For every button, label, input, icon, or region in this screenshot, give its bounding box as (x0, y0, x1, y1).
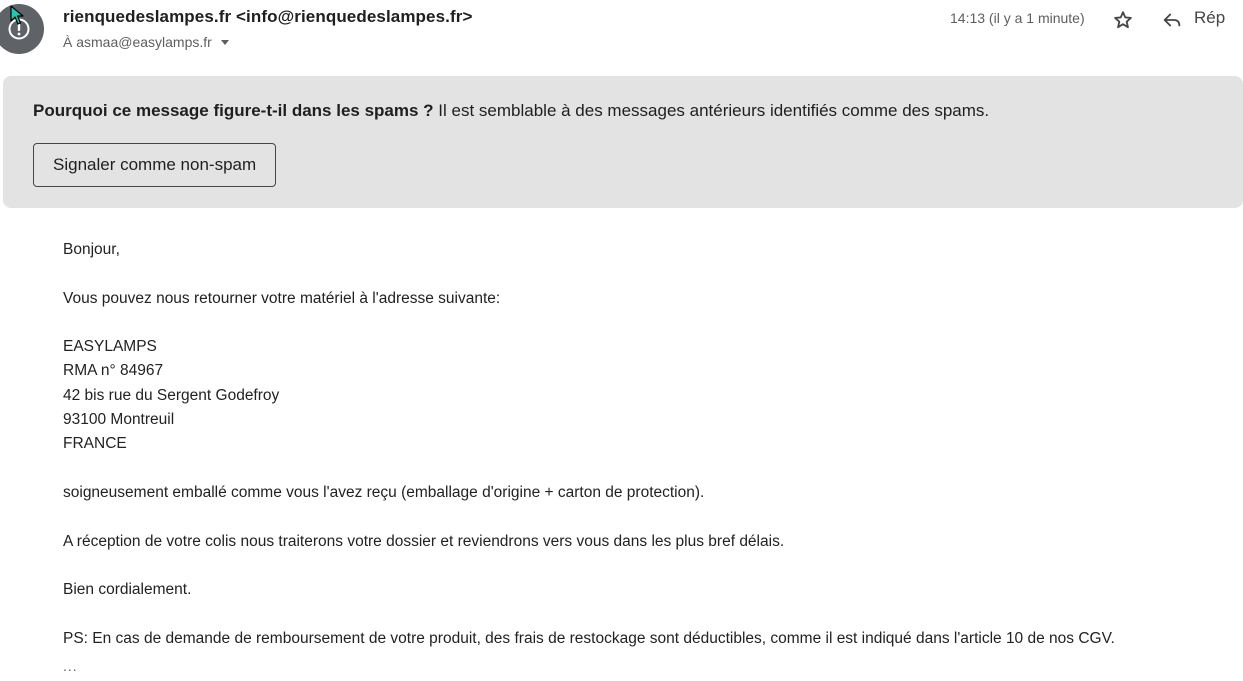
mouse-cursor-icon (10, 5, 24, 25)
spam-reason: Il est semblable à des messages antérieurs identifiés comme des spams. (433, 101, 990, 120)
star-icon[interactable] (1112, 9, 1134, 31)
return-address (63, 335, 1115, 456)
spam-explanation (33, 101, 989, 121)
closing: Bien cordialement. (63, 581, 192, 599)
postscript: PS: En cas de demande de remboursement de votre produit, des frais de restockage sont déductibles, comme il est indiqué dans l'article 10 de nos CGV. (63, 629, 1115, 647)
address-line: 93100 Montreuil (63, 411, 175, 429)
recipient-text: À asmaa@easylamps.fr (63, 34, 212, 50)
report-not-spam-button[interactable]: Signaler comme non-spam (33, 143, 276, 187)
address-line: 42 bis rue du Sergent Godefroy (63, 386, 280, 404)
message-timestamp: 14:13 (il y a 1 minute) (950, 10, 1085, 26)
spam-warning-banner (3, 76, 1243, 208)
sender-name[interactable]: rienquedeslampes.fr <info@rienquedeslampes.fr> (63, 7, 473, 26)
intro-text: Vous pouvez nous retourner votre matériel à l'adresse suivante: (63, 289, 501, 307)
packing-instructions: soigneusement emballé comme vous l'avez reçu (emballage d'origine + carton de protection). (63, 483, 705, 501)
chevron-down-icon[interactable] (220, 37, 230, 47)
address-line: EASYLAMPS (63, 338, 157, 356)
message-body (63, 238, 1115, 675)
greeting: Bonjour, (63, 241, 120, 258)
address-line: FRANCE (63, 435, 127, 453)
show-trimmed-content-button[interactable]: ... (63, 658, 78, 674)
reply-button[interactable]: Rép (1194, 8, 1226, 27)
reply-icon[interactable] (1161, 9, 1183, 31)
address-line: RMA n° 84967 (63, 362, 164, 380)
spam-question: Pourquoi ce message figure-t-il dans les spams ? (33, 101, 434, 120)
recipient-line (63, 34, 230, 50)
reception-text: A réception de votre colis nous traiterons votre dossier et reviendrons vers vous dans les plus bref délais. (63, 532, 785, 550)
